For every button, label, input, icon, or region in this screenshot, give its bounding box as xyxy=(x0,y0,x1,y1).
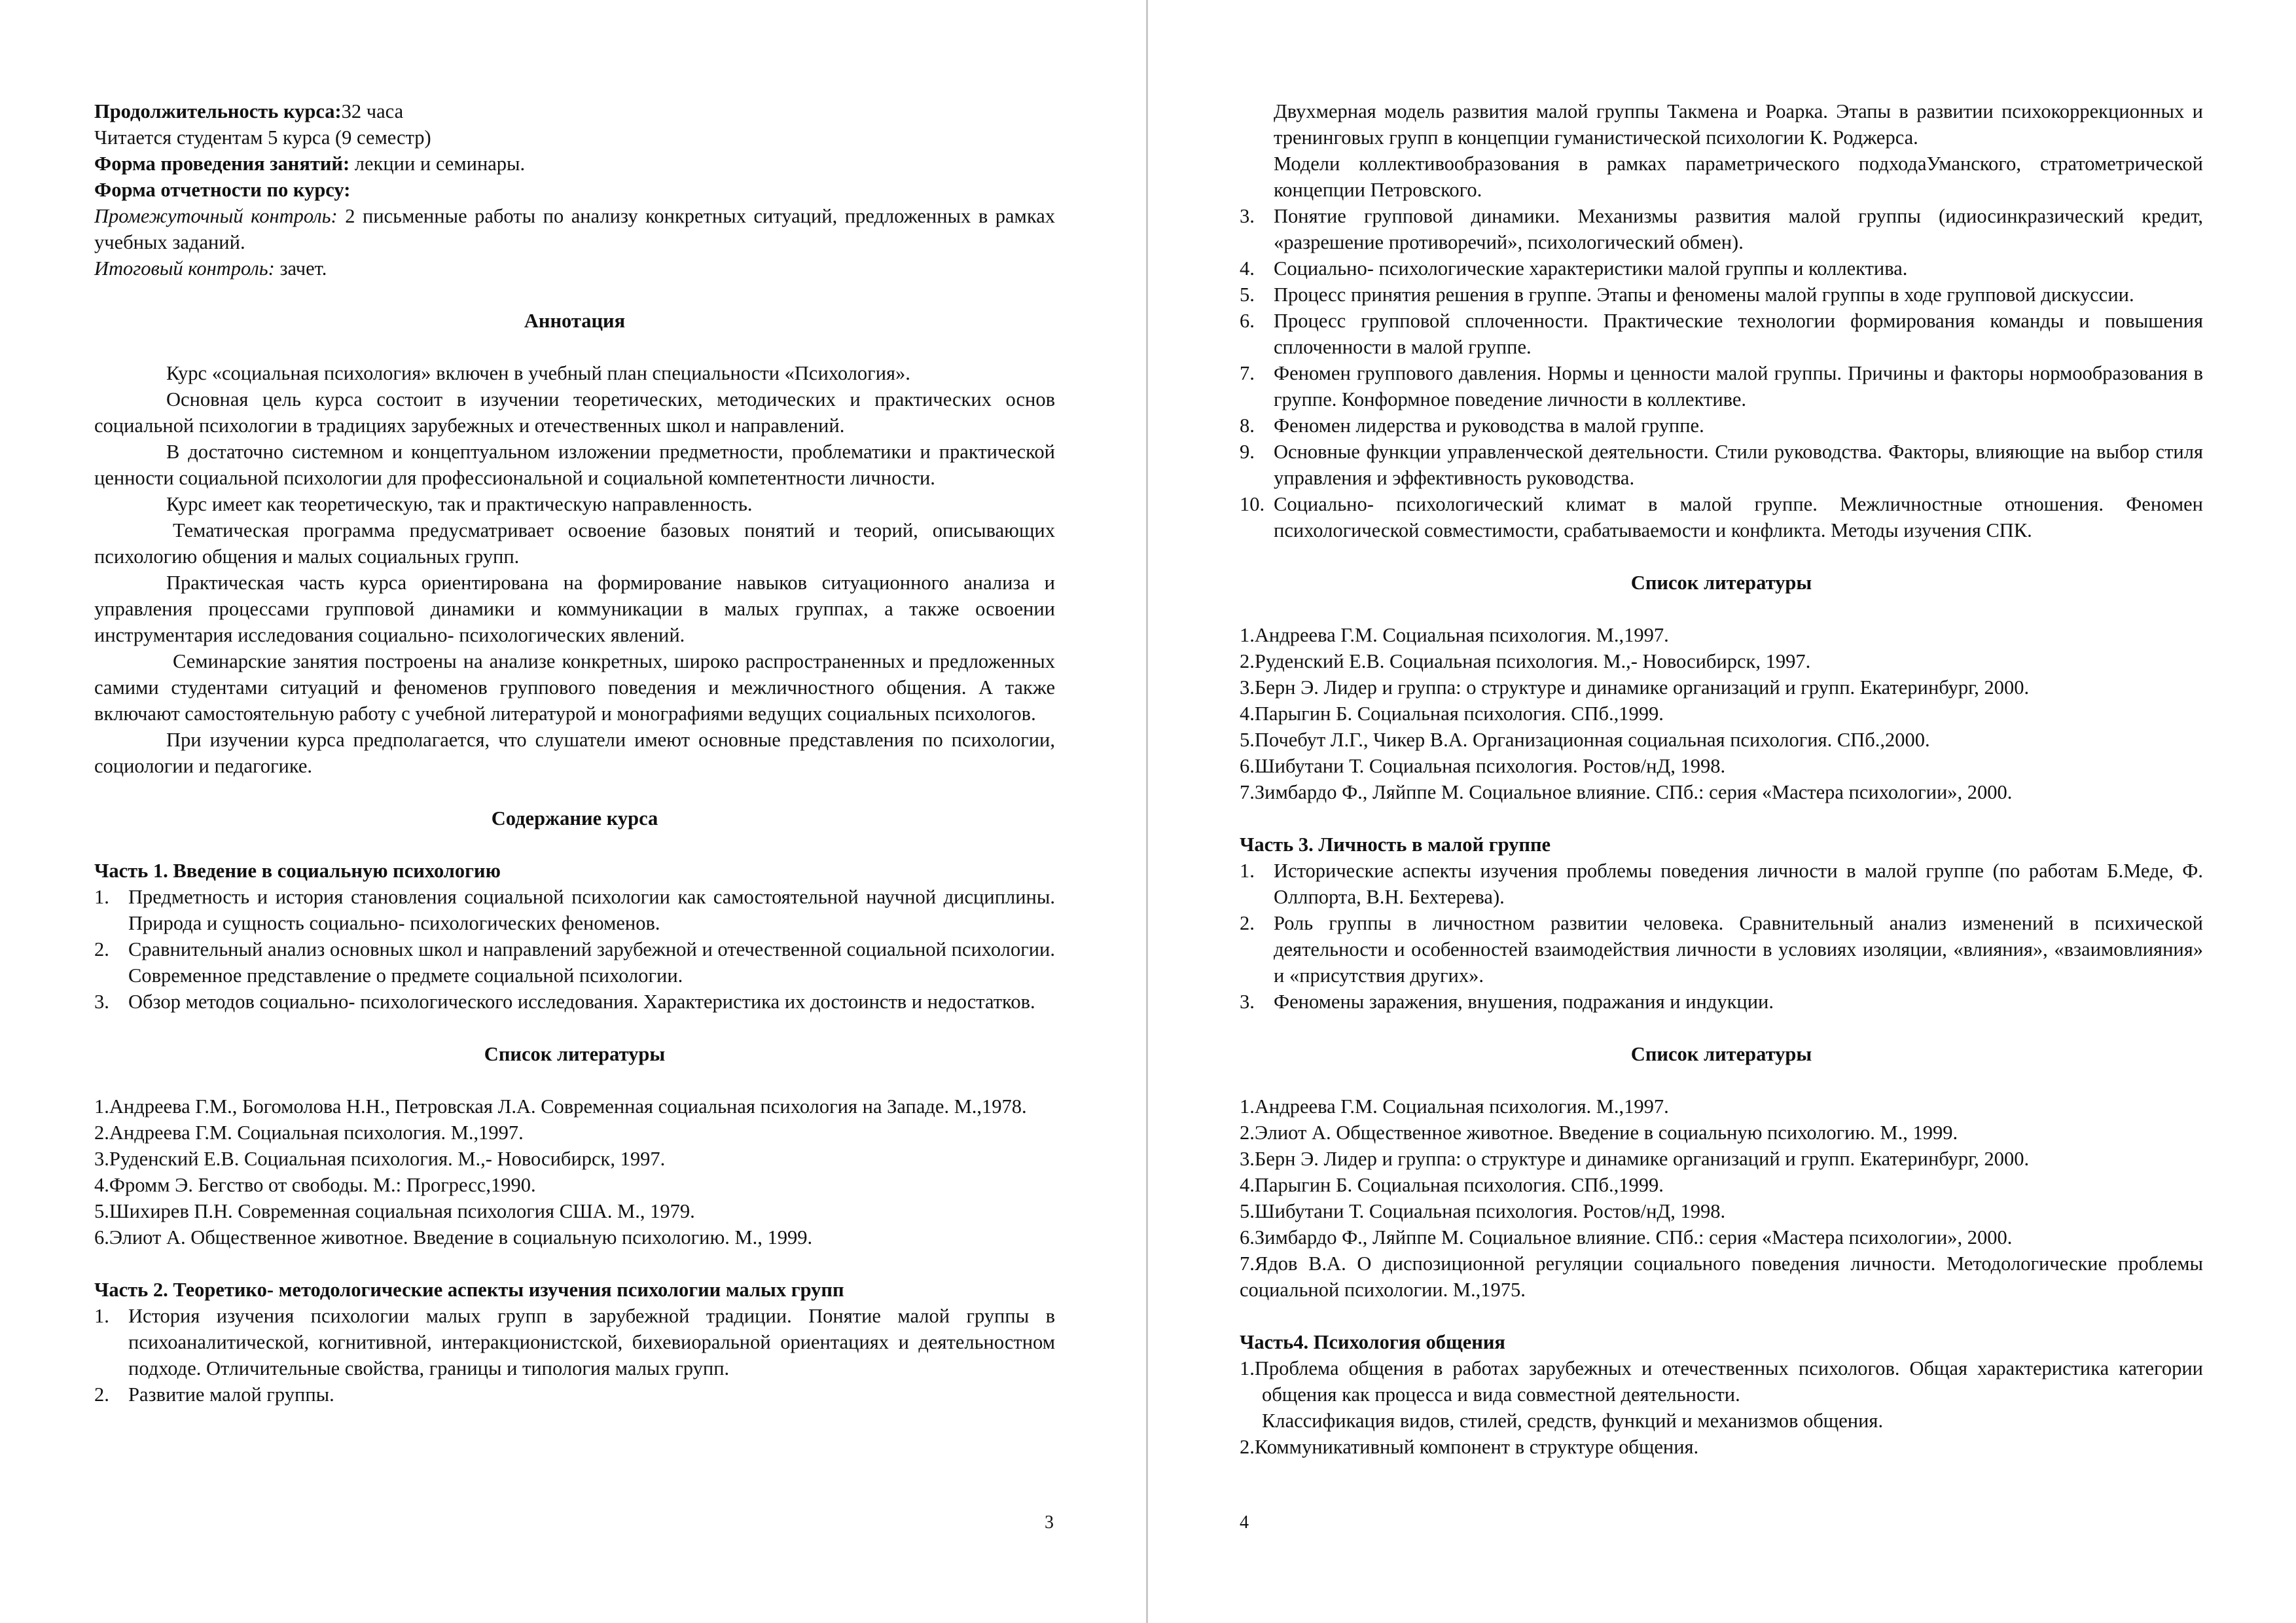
list-item xyxy=(1240,308,2203,360)
annotation-paragraph: При изучении курса предполагается, что слушатели имеют основные представления по психологии, социологии и педагогике. xyxy=(94,729,1055,777)
continuation-paragraph: Модели коллективообразования в рамках параметрического подходаУманского, стратометрической концепции Петровского. xyxy=(1274,153,2203,201)
list-item xyxy=(1240,858,2203,910)
item-text: Феномены заражения, внушения, подражания и индукции. xyxy=(1274,991,1774,1013)
item-text: Основные функции управленческой деятельности. Стили руководства. Факторы, влияющие на выбор стиля управления и эффективность руководства. xyxy=(1274,441,2203,489)
literature-item: 1.Андреева Г.М. Социальная психология. М.,1997. xyxy=(1240,624,1669,646)
item-text: Развитие малой группы. xyxy=(128,1383,334,1406)
literature-item: 5.Шихирев П.Н. Современная социальная психология США. М., 1979. xyxy=(94,1200,695,1222)
literature-heading: Список литературы xyxy=(1630,1043,1812,1065)
item-text: Обзор методов социально- психологического исследования. Характеристика их достоинств и недостатков. xyxy=(128,991,1035,1013)
item-number: 1. xyxy=(94,1305,109,1327)
list-item xyxy=(94,1381,1055,1408)
literature-heading: Список литературы xyxy=(1630,572,1812,594)
list-item xyxy=(94,989,1055,1015)
contents-heading: Содержание курса xyxy=(491,807,658,830)
list-item xyxy=(94,884,1055,936)
list-item xyxy=(1240,412,2203,439)
annotation-paragraph: Курс «социальная психология» включен в учебный план специальности «Психология». xyxy=(166,362,910,384)
annotation-paragraph: Тематическая программа предусматривает освоение базовых понятий и теорий, описывающих психологию общения и малых социальных групп. xyxy=(94,519,1055,568)
part3-title: Часть 3. Личность в малой группе xyxy=(1240,833,1551,856)
item-number: 10. xyxy=(1240,493,1265,515)
course-duration xyxy=(94,98,1055,124)
item-number: 5. xyxy=(1240,283,1255,306)
part2-list-continued xyxy=(1240,203,2203,543)
meta-label: Продолжительность курса: xyxy=(94,100,342,122)
part2-title: Часть 2. Теоретико- методологические аспекты изучения психологии малых групп xyxy=(94,1279,844,1301)
annotation-paragraph: В достаточно системном и концептуальном изложении предметности, проблематики и практической ценности социальной психологии для профессиональной и социальной компетентности личности. xyxy=(94,441,1055,489)
page-number: 4 xyxy=(1240,1512,1249,1533)
annotation-paragraph: Семинарские занятия построены на анализе конкретных, широко распространенных и предложенных самими студентами ситуаций и феноменов группового поведения и межличностного общения. А также включают самостоятельную работу с учебной литературой и монографиями ведущих социальных психологов. xyxy=(94,650,1055,725)
item-text: Социально- психологический климат в малой группе. Межличностные отношения. Феномен психологической совместимости, срабатываемости и конфликта. Методы изучения СПК. xyxy=(1274,493,2203,541)
part1-title: Часть 1. Введение в социальную психологию xyxy=(94,860,501,882)
page-left-content xyxy=(94,98,1055,1408)
item-number: 9. xyxy=(1240,441,1255,463)
final-label: Итоговый контроль: xyxy=(94,257,275,280)
interim-text: 2 письменные работы по анализу конкретных ситуаций, предложенных в рамках учебных заданий. xyxy=(94,205,1055,253)
literature-item: 3.Берн Э. Лидер и группа: о структуре и динамике организаций и групп. Екатеринбург, 2000. xyxy=(1240,676,2030,699)
list-item xyxy=(94,1303,1055,1381)
literature-item: 3.Руденский Е.В. Социальная психология. М.,- Новосибирск, 1997. xyxy=(94,1148,666,1170)
meta-value: лекции и семинары. xyxy=(350,153,526,175)
literature-item: 7.Ядов В.А. О диспозиционной регуляции социального поведения личности. Методологические проблемы социальной психологии. М.,1975. xyxy=(1240,1252,2203,1301)
item-number: 1. xyxy=(1240,860,1255,882)
literature-item: 6.Зимбардо Ф., Ляйппе М. Социальное влияние. СПб.: серия «Мастера психологии», 2000. xyxy=(1240,1226,2013,1249)
annotation-heading: Аннотация xyxy=(524,310,626,332)
item-number: 7. xyxy=(1240,362,1255,384)
literature-item: 5.Почебут Л.Г., Чикер В.А. Организационная социальная психология. СПб.,2000. xyxy=(1240,729,1930,751)
literature-item: 1.Андреева Г.М., Богомолова Н.Н., Петровская Л.А. Современная социальная психология на Западе. М.,1978. xyxy=(94,1095,1027,1118)
interim-label: Промежуточный контроль: xyxy=(94,205,338,227)
literature-item: 7.Зимбардо Ф., Ляйппе М. Социальное влияние. СПб.: серия «Мастера психологии», 2000. xyxy=(1240,781,2013,803)
course-reporting xyxy=(94,177,1055,203)
literature-item: 6.Шибутани Т. Социальная психология. Ростов/нД, 1998. xyxy=(1240,755,1726,777)
item-number: 1. xyxy=(94,886,109,908)
list-item xyxy=(1240,282,2203,308)
item-text: Предметность и история становления социальной психологии как самостоятельной научной дисциплины. Природа и сущность социально- психологических феноменов. xyxy=(128,886,1055,934)
literature-item: 5.Шибутани Т. Социальная психология. Ростов/нД, 1998. xyxy=(1240,1200,1726,1222)
literature-item: 4.Парыгин Б. Социальная психология. СПб.,1999. xyxy=(1240,1174,1664,1196)
course-audience xyxy=(94,124,1055,151)
literature-item: 2.Андреева Г.М. Социальная психология. М.,1997. xyxy=(94,1122,524,1144)
part1-list xyxy=(94,884,1055,1015)
meta-value: 32 часа xyxy=(341,100,404,122)
annotation-paragraph: Практическая часть курса ориентирована на формирование навыков ситуационного анализа и управления процессами групповой динамики и коммуникации в малых группах, а также освоении инструментария исследования социально- психологических явлений. xyxy=(94,572,1055,646)
course-form xyxy=(94,151,1055,177)
literature-item: 4.Парыгин Б. Социальная психология. СПб.,1999. xyxy=(1240,702,1664,725)
item-text: Процесс групповой сплоченности. Практические технологии формирования команды и повышения сплоченности в малой группе. xyxy=(1274,310,2203,358)
continuation-paragraph: Двухмерная модель развития малой группы Такмена и Роарка. Этапы в развитии психокоррекционных и тренинговых групп в концепции гуманистической психологии К. Роджерса. xyxy=(1274,100,2203,149)
list-item xyxy=(1240,360,2203,412)
item-text: Роль группы в личностном развитии человека. Сравнительный анализ изменений в психической деятельности и особенностей взаимодействия личности в условиях изоляции, «влияния», «взаимовлияния» и «присутствия других». xyxy=(1274,912,2203,987)
part4-title: Часть4. Психология общения xyxy=(1240,1331,1505,1353)
meta-label: Форма проведения занятий: xyxy=(94,153,350,175)
item-number: 6. xyxy=(1240,310,1255,332)
annotation-paragraph: Курс имеет как теоретическую, так и практическую направленность. xyxy=(166,493,753,515)
part4-item: Классификация видов, стилей, средств, функций и механизмов общения. xyxy=(1262,1410,1884,1432)
literature-item: 3.Берн Э. Лидер и группа: о структуре и динамике организаций и групп. Екатеринбург, 2000. xyxy=(1240,1148,2030,1170)
item-text: История изучения психологии малых групп в зарубежной традиции. Понятие малой группы в психоаналитической, когнитивной, интеракционистской, бихевиоральной ориентациях и деятельностном подходе. Отличительные свойства, границы и типология малых групп. xyxy=(128,1305,1055,1379)
item-number: 2. xyxy=(94,938,109,960)
meta-value: Читается студентам 5 курса (9 семестр) xyxy=(94,126,431,149)
final-text: зачет. xyxy=(274,257,327,280)
part4-item: 1.Проблема общения в работах зарубежных и отечественных психологов. Общая характеристика категории общения как процесса и вида совместной деятельности. xyxy=(1240,1357,2203,1406)
literature-item: 2.Элиот А. Общественное животное. Введение в социальную психологию. М., 1999. xyxy=(1240,1122,1958,1144)
item-text: Исторические аспекты изучения проблемы поведения личности в малой группе (по работам Б.Меде, Ф. Оллпорта, В.Н. Бехтерева). xyxy=(1274,860,2203,908)
list-item xyxy=(1240,910,2203,989)
literature-heading: Список литературы xyxy=(484,1043,666,1065)
item-text: Феномен группового давления. Нормы и ценности малой группы. Причины и факторы нормообразования в группе. Конформное поведение личности в коллективе. xyxy=(1274,362,2203,410)
item-number: 8. xyxy=(1240,414,1255,437)
part4-item: 2.Коммуникативный компонент в структуре общения. xyxy=(1240,1436,1699,1458)
literature-item: 2.Руденский Е.В. Социальная психология. М.,- Новосибирск, 1997. xyxy=(1240,650,1811,672)
list-item xyxy=(94,936,1055,989)
list-item xyxy=(1240,491,2203,543)
list-item xyxy=(1240,439,2203,491)
literature-item: 1.Андреева Г.М. Социальная психология. М.,1997. xyxy=(1240,1095,1669,1118)
item-text: Процесс принятия решения в группе. Этапы и феномены малой группы в ходе групповой дискуссии. xyxy=(1274,283,2134,306)
list-item xyxy=(1240,255,2203,282)
annotation-paragraph: Основная цель курса состоит в изучении теоретических, методических и практических основ социальной психологии в традициях зарубежных и отечественных школ и направлений. xyxy=(94,388,1055,437)
meta-label: Форма отчетности по курсу: xyxy=(94,179,351,201)
item-number: 3. xyxy=(1240,205,1255,227)
item-text: Феномен лидерства и руководства в малой группе. xyxy=(1274,414,1704,437)
part2-list xyxy=(94,1303,1055,1408)
item-number: 2. xyxy=(94,1383,109,1406)
item-number: 3. xyxy=(94,991,109,1013)
item-text: Социально- психологические характеристики малой группы и коллектива. xyxy=(1274,257,1908,280)
page-right-content xyxy=(1240,98,2203,1460)
list-item xyxy=(1240,989,2203,1015)
item-text: Сравнительный анализ основных школ и направлений зарубежной и отечественной социальной психологии. Современное представление о предмете социальной психологии. xyxy=(128,938,1055,987)
final-control xyxy=(94,255,1055,282)
interim-control xyxy=(94,203,1055,255)
list-item xyxy=(1240,203,2203,255)
page-number: 3 xyxy=(1045,1512,1054,1533)
literature-item: 6.Элиот А. Общественное животное. Введение в социальную психологию. М., 1999. xyxy=(94,1226,813,1249)
literature-item: 4.Фромм Э. Бегство от свободы. М.: Прогресс,1990. xyxy=(94,1174,536,1196)
item-number: 2. xyxy=(1240,912,1255,934)
part3-list xyxy=(1240,858,2203,1015)
item-number: 3. xyxy=(1240,991,1255,1013)
item-text: Понятие групповой динамики. Механизмы развития малой группы (идиосинкразический кредит, «разрешение противоречий», психологический обмен). xyxy=(1274,205,2203,253)
page-right xyxy=(1148,0,2296,1623)
item-number: 4. xyxy=(1240,257,1255,280)
